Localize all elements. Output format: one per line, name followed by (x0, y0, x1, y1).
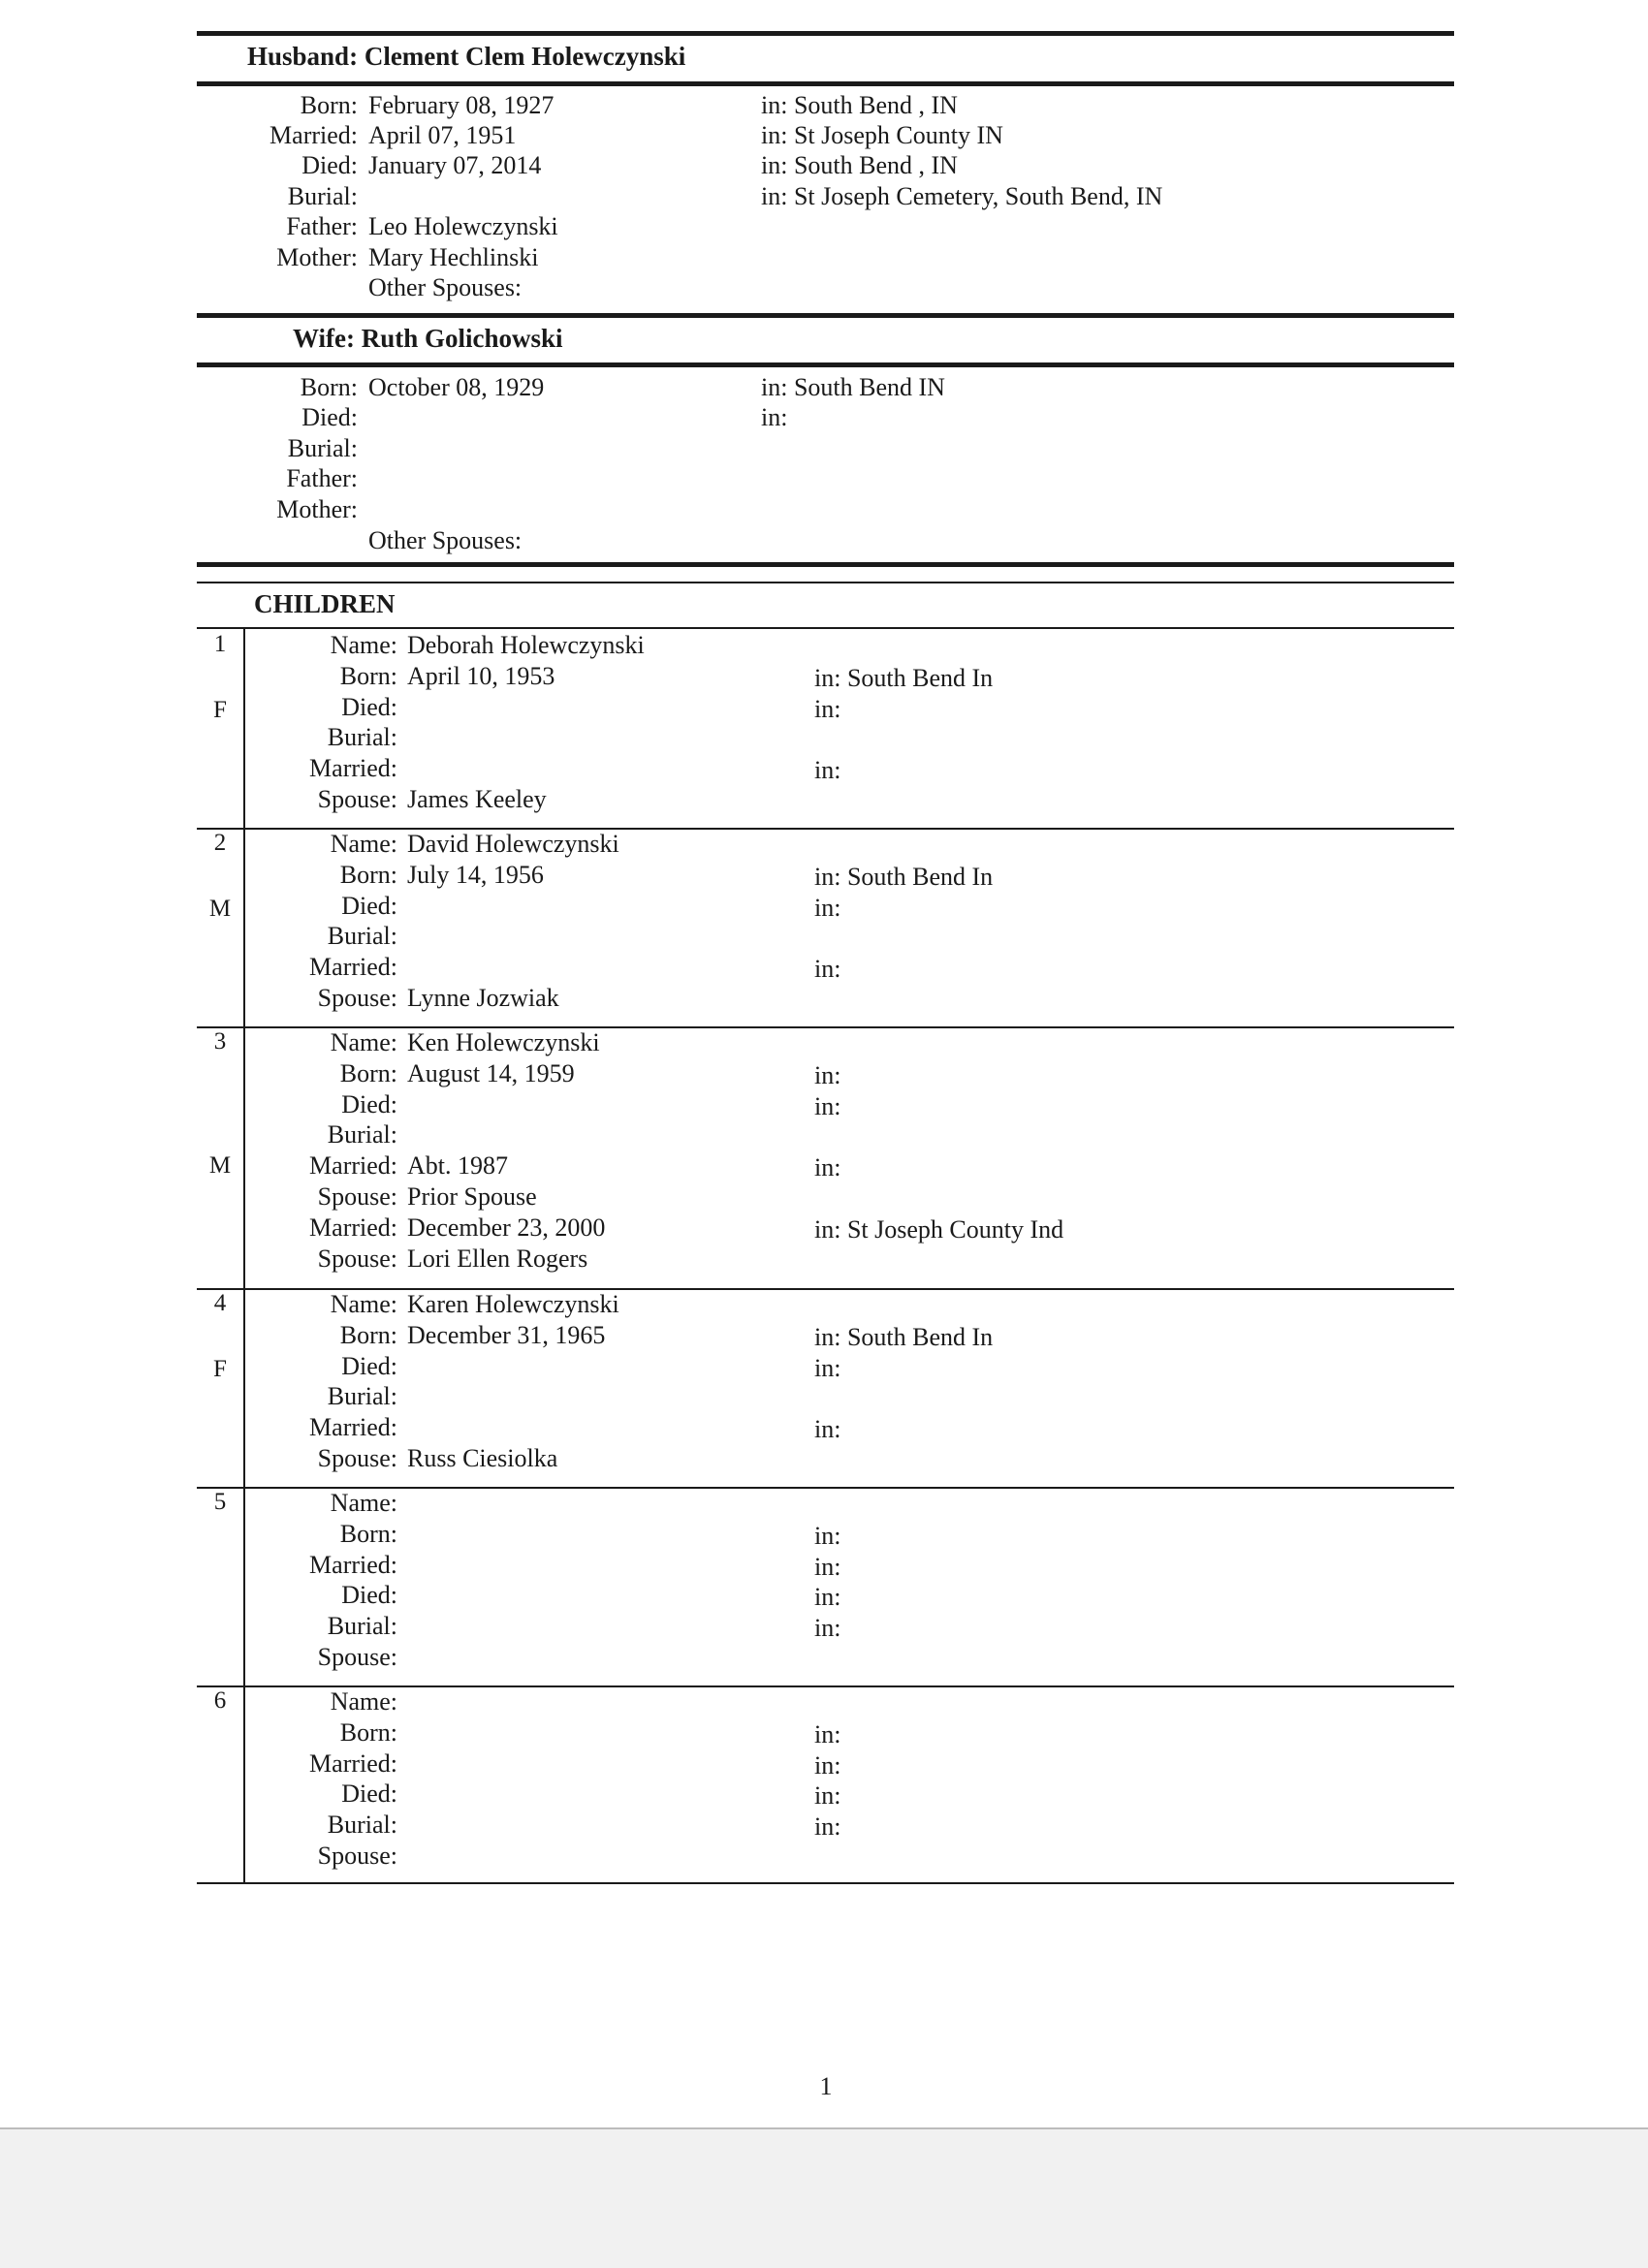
husband-died-value: January 07, 2014 (368, 151, 542, 179)
wife-other-spouses-label: Other Spouses: (368, 526, 523, 554)
husband-married-label: Married: (269, 121, 358, 149)
child-name-value: Ken Holewczynski (407, 1028, 600, 1056)
child-name-value: Deborah Holewczynski (407, 631, 645, 659)
child-spouse-label: Spouse: (317, 984, 397, 1012)
child-married-place: in: (814, 1415, 841, 1444)
wife-died-label: Died: (301, 403, 358, 431)
child-burial-label: Burial: (327, 1612, 397, 1641)
child-spouse-label: Spouse: (317, 1244, 397, 1273)
child-died-place: in: (814, 694, 841, 723)
child-burial-label: Burial: (327, 922, 397, 951)
husband-died-label: Died: (301, 151, 358, 179)
child-spouse-value: Lori Ellen Rogers (407, 1244, 588, 1273)
husband-heading (247, 42, 685, 72)
child-number: 4 (213, 1290, 227, 1316)
child-born-value: July 14, 1956 (407, 860, 544, 889)
child-born-place: in: South Bend In (814, 1322, 994, 1351)
child-sex: F (213, 697, 227, 723)
child-spouse-value: Lynne Jozwiak (407, 984, 559, 1012)
child-died-place: in: (814, 1781, 841, 1811)
child-born-place: in: South Bend In (814, 663, 994, 692)
section-divider (197, 562, 1454, 567)
child-name-label: Name: (330, 830, 397, 858)
child-spouse-value: Prior Spouse (407, 1182, 537, 1211)
child-number: 2 (213, 830, 227, 856)
child-name-label: Name: (330, 1028, 397, 1056)
child-born-label: Born: (339, 1519, 397, 1548)
child-died-label: Died: (341, 692, 397, 721)
child-name-label: Name: (330, 1687, 397, 1716)
husband-mother-label: Mother: (276, 243, 358, 271)
husband-born-label: Born: (300, 91, 358, 119)
wife-born-label: Born: (300, 373, 358, 401)
child-born-place: in: (814, 1521, 841, 1550)
child-name-label: Name: (330, 631, 397, 659)
wife-father-label: Father: (286, 464, 358, 492)
child-married-value: December 23, 2000 (407, 1213, 606, 1242)
husband-other-spouses-label: Other Spouses: (368, 273, 523, 301)
child-died-label: Died: (341, 1351, 397, 1380)
section-divider (197, 31, 1454, 36)
husband-mother-value: Mary Hechlinski (368, 243, 539, 271)
husband-heading-label: Husband: (247, 42, 359, 71)
child-died-label: Died: (341, 1581, 397, 1610)
child-married-label: Married: (309, 1550, 397, 1579)
child-sex: F (213, 1356, 227, 1382)
husband-born-value: February 08, 1927 (368, 91, 555, 119)
child-born-value: December 31, 1965 (407, 1320, 606, 1349)
child-name-label: Name: (330, 1290, 397, 1318)
husband-father-label: Father: (286, 212, 358, 240)
child-married-label: Married: (309, 953, 397, 982)
index-column-divider (243, 1026, 245, 1288)
child-died-place: in: (814, 1583, 841, 1612)
child-spouse-value: Russ Ciesiolka (407, 1444, 558, 1472)
child-married-label: Married: (309, 1413, 397, 1442)
page-number: 1 (819, 2072, 833, 2100)
husband-burial-label: Burial: (287, 182, 358, 210)
child-name-value: Karen Holewczynski (407, 1290, 619, 1318)
husband-married-place: in: St Joseph County IN (761, 121, 1003, 149)
wife-heading-label: Wife: (293, 324, 355, 353)
child-spouse-label: Spouse: (317, 1182, 397, 1211)
scan-bottom-edge (0, 2127, 1648, 2268)
child-married-label: Married: (309, 1213, 397, 1242)
child-born-place: in: (814, 1060, 841, 1089)
child-married-label: Married: (309, 1748, 397, 1778)
husband-born-place: in: South Bend , IN (761, 91, 958, 119)
child-burial-place: in: (814, 1812, 841, 1842)
child-married-place: in: St Joseph County Ind (814, 1214, 1064, 1244)
section-divider (197, 313, 1454, 318)
child-married-place: in: (814, 756, 841, 785)
child-married-label: Married: (309, 754, 397, 783)
child-born-place: in: South Bend In (814, 862, 994, 891)
wife-heading (293, 324, 563, 354)
index-column-divider (243, 828, 245, 1026)
index-column-divider (243, 1288, 245, 1487)
index-column-divider (243, 1685, 245, 1882)
child-married-place: in: (814, 1750, 841, 1780)
child-divider (197, 1882, 1454, 1884)
child-burial-label: Burial: (327, 723, 397, 752)
child-spouse-label: Spouse: (317, 1842, 397, 1870)
section-divider (197, 582, 1454, 583)
index-column-divider (243, 1487, 245, 1685)
child-died-place: in: (814, 1091, 841, 1120)
child-spouse-label: Spouse: (317, 1643, 397, 1671)
child-number: 6 (213, 1687, 227, 1714)
child-born-label: Born: (339, 661, 397, 690)
child-died-place: in: (814, 1353, 841, 1382)
wife-died-place: in: (761, 403, 788, 431)
child-spouse-value: James Keeley (407, 785, 547, 813)
child-number: 3 (213, 1028, 227, 1055)
child-burial-label: Burial: (327, 1811, 397, 1840)
child-born-value: April 10, 1953 (407, 661, 555, 690)
child-burial-place: in: (814, 1614, 841, 1643)
child-sex: M (208, 896, 232, 922)
child-married-value: Abt. 1987 (407, 1151, 508, 1181)
husband-burial-place: in: St Joseph Cemetery, South Bend, IN (761, 182, 1163, 210)
husband-name: Clement Clem Holewczynski (364, 42, 686, 71)
child-born-label: Born: (339, 1320, 397, 1349)
child-name-label: Name: (330, 1489, 397, 1517)
child-burial-label: Burial: (327, 1382, 397, 1411)
index-column-divider (243, 629, 245, 828)
child-born-label: Born: (339, 1717, 397, 1747)
husband-father-value: Leo Holewczynski (368, 212, 558, 240)
husband-married-value: April 07, 1951 (368, 121, 517, 149)
child-died-place: in: (814, 893, 841, 922)
child-died-label: Died: (341, 891, 397, 920)
child-spouse-label: Spouse: (317, 1444, 397, 1472)
section-divider (197, 627, 1454, 629)
child-spouse-label: Spouse: (317, 785, 397, 813)
children-heading: CHILDREN (254, 589, 396, 618)
child-married-label: Married: (309, 1151, 397, 1181)
child-burial-label: Burial: (327, 1120, 397, 1150)
child-born-place: in: (814, 1719, 841, 1748)
wife-mother-label: Mother: (276, 495, 358, 523)
husband-died-place: in: South Bend , IN (761, 151, 958, 179)
child-married-place: in: (814, 1153, 841, 1182)
wife-burial-label: Burial: (287, 434, 358, 462)
child-born-label: Born: (339, 860, 397, 889)
wife-born-place: in: South Bend IN (761, 373, 945, 401)
wife-name: Ruth Golichowski (361, 324, 563, 353)
child-number: 5 (213, 1489, 227, 1515)
child-number: 1 (213, 631, 227, 657)
child-died-label: Died: (341, 1780, 397, 1809)
child-married-place: in: (814, 955, 841, 984)
child-born-value: August 14, 1959 (407, 1058, 575, 1087)
child-name-value: David Holewczynski (407, 830, 619, 858)
wife-born-value: October 08, 1929 (368, 373, 545, 401)
child-born-label: Born: (339, 1058, 397, 1087)
child-married-place: in: (814, 1552, 841, 1581)
section-divider (197, 81, 1454, 86)
child-sex: M (208, 1152, 232, 1179)
section-divider (197, 362, 1454, 367)
child-died-label: Died: (341, 1089, 397, 1118)
